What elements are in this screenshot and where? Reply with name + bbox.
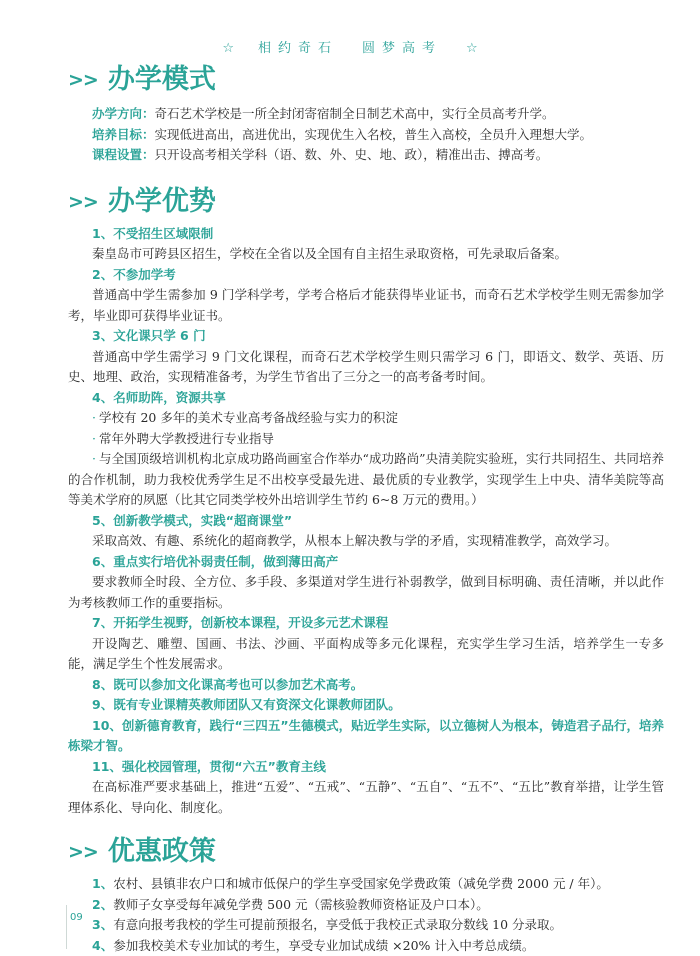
section-title-mode [68,62,664,100]
advantage-bullet-1 [68,408,664,429]
advantage-bullet-2 [68,429,664,450]
policy-item-number: 1、 [92,876,113,891]
policy-item-2 [68,895,664,916]
section-arrow-icon: >> [68,69,98,91]
mode-item-direction [68,104,664,125]
bullet-text: 常年外聘大学教授进行专业指导 [99,431,274,446]
page-content [68,62,664,956]
bullet-text: 与全国顶级培训机构北京成功路尚画室合作举办“成功路尚”央清美院实验班，实行共同招生、共同培养的合作机制，助力我校优秀学生足不出校享受最先进、最优质的专业教学，实现学生上中央、清华美院等高等美术学府的夙愿（比其它同类学校外出培训学生节约 6~8 万元的费用。） [68,451,664,507]
policy-item-text: 教师子女享受每年减免学费 500 元（需核验教师资格证及户口本）。 [113,897,489,912]
advantage-text-2: 普通高中学生需参加 9 门学科学考，学考合格后才能获得毕业证书，而奇石艺术学校学生则无需参加学考，毕业即可获得毕业证书。 [68,285,664,326]
advantage-text-1: 秦皇岛市可跨县区招生，学校在全省以及全国有自主招生录取资格，可先录取后备案。 [68,244,664,265]
star-left-icon: ☆ [222,41,234,56]
mode-item-value: 实现低进高出，高进优出，实现优生入名校，普生入高校，全员升入理想大学。 [155,127,593,142]
bullet-dot-icon: · [92,451,96,466]
advantage-heading-3: 3、文化课只学 6 门 [68,326,664,347]
advantage-heading-6: 6、重点实行培优补弱责任制，做到薄田高产 [68,552,664,573]
advantage-heading-8: 8、既可以参加文化课高考也可以参加艺术高考。 [68,675,664,696]
bullet-text: 学校有 20 多年的美术专业高考备战经验与实力的积淀 [99,410,398,425]
page-number: 09 [70,912,83,923]
section-title-advantages [68,184,664,222]
star-right-icon: ☆ [466,41,478,56]
advantage-heading-5: 5、创新教学模式，实践“超商课堂” [68,511,664,532]
policy-item-text: 农村、县镇非农户口和城市低保户的学生享受国家免学费政策（减免学费 2000 元 / 年）。 [113,876,609,891]
advantage-heading-11: 11、强化校园管理，贯彻“六五”教育主线 [68,757,664,778]
header-right-text: 圆梦高考 [362,41,442,56]
advantage-bullet-3 [68,449,664,511]
mode-item-goal [68,125,664,146]
advantage-text-3: 普通高中学生需学习 9 门文化课程，而奇石艺术学校学生则只需学习 6 门，即语文、数学、英语、历史、地理、政治，实现精准备考，为学生节省出了三分之一的高考备考时间。 [68,347,664,388]
header-left-text: 相约奇石 [258,41,338,56]
mode-item-key: 课程设置： [92,147,155,162]
section-title-policy [68,834,664,872]
advantage-heading-1: 1、不受招生区域限制 [68,224,664,245]
advantage-heading-4: 4、名师助阵，资源共享 [68,388,664,409]
policy-item-number: 4、 [92,938,113,953]
section-title-text: 办学优势 [108,186,216,217]
advantage-text-11: 在高标准严要求基础上，推进“五爱”、“五戒”、“五静”、“五自”、“五不”、“五比”教育举措，让学生管理体系化、导向化、制度化。 [68,777,664,818]
policy-item-text: 参加我校美术专业加试的考生，享受专业加试成绩 ×20% 计入中考总成绩。 [113,938,534,953]
advantage-text-7: 开设陶艺、雕塑、国画、书法、沙画、平面构成等多元化课程，充实学生学习生活，培养学生一专多能，满足学生个性发展需求。 [68,634,664,675]
bullet-dot-icon: · [92,410,96,425]
policy-item-3 [68,915,664,936]
section-arrow-icon: >> [68,191,98,213]
policy-item-number: 3、 [92,917,113,932]
policy-item-text: 有意向报考我校的学生可提前预报名，享受低于我校正式录取分数线 10 分录取。 [113,917,562,932]
advantage-text-5: 采取高效、有趣、系统化的超商教学，从根本上解决教与学的矛盾，实现精准教学，高效学习。 [68,531,664,552]
section-title-text: 优惠政策 [108,836,216,867]
section-title-text: 办学模式 [108,64,216,95]
advantage-heading-7: 7、开拓学生视野，创新校本课程，开设多元艺术课程 [68,613,664,634]
bullet-dot-icon: · [92,431,96,446]
advantage-text-6: 要求教师全时段、全方位、多手段、多渠道对学生进行补弱教学，做到目标明确、责任清晰，并以此作为考核教师工作的重要指标。 [68,572,664,613]
advantage-heading-9: 9、既有专业课精英教师团队又有资深文化课教师团队。 [68,695,664,716]
margin-line [66,905,67,949]
mode-item-key: 培养目标： [92,127,155,142]
policy-item-4 [68,936,664,956]
mode-item-courses [68,145,664,166]
page-header [0,37,700,56]
advantage-heading-10: 10、创新德育教育，践行“三四五”生德模式，贴近学生实际，以立德树人为根本，铸造君子品行，培养栋梁才智。 [68,716,664,757]
mode-item-key: 办学方向： [92,106,155,121]
policy-item-1 [68,874,664,895]
advantage-heading-2: 2、不参加学考 [68,265,664,286]
mode-item-value: 只开设高考相关学科（语、数、外、史、地、政），精准出击、搏高考。 [155,147,549,162]
section-arrow-icon: >> [68,841,98,863]
policy-item-number: 2、 [92,897,113,912]
mode-item-value: 奇石艺术学校是一所全封闭寄宿制全日制艺术高中，实行全员高考升学。 [155,106,555,121]
